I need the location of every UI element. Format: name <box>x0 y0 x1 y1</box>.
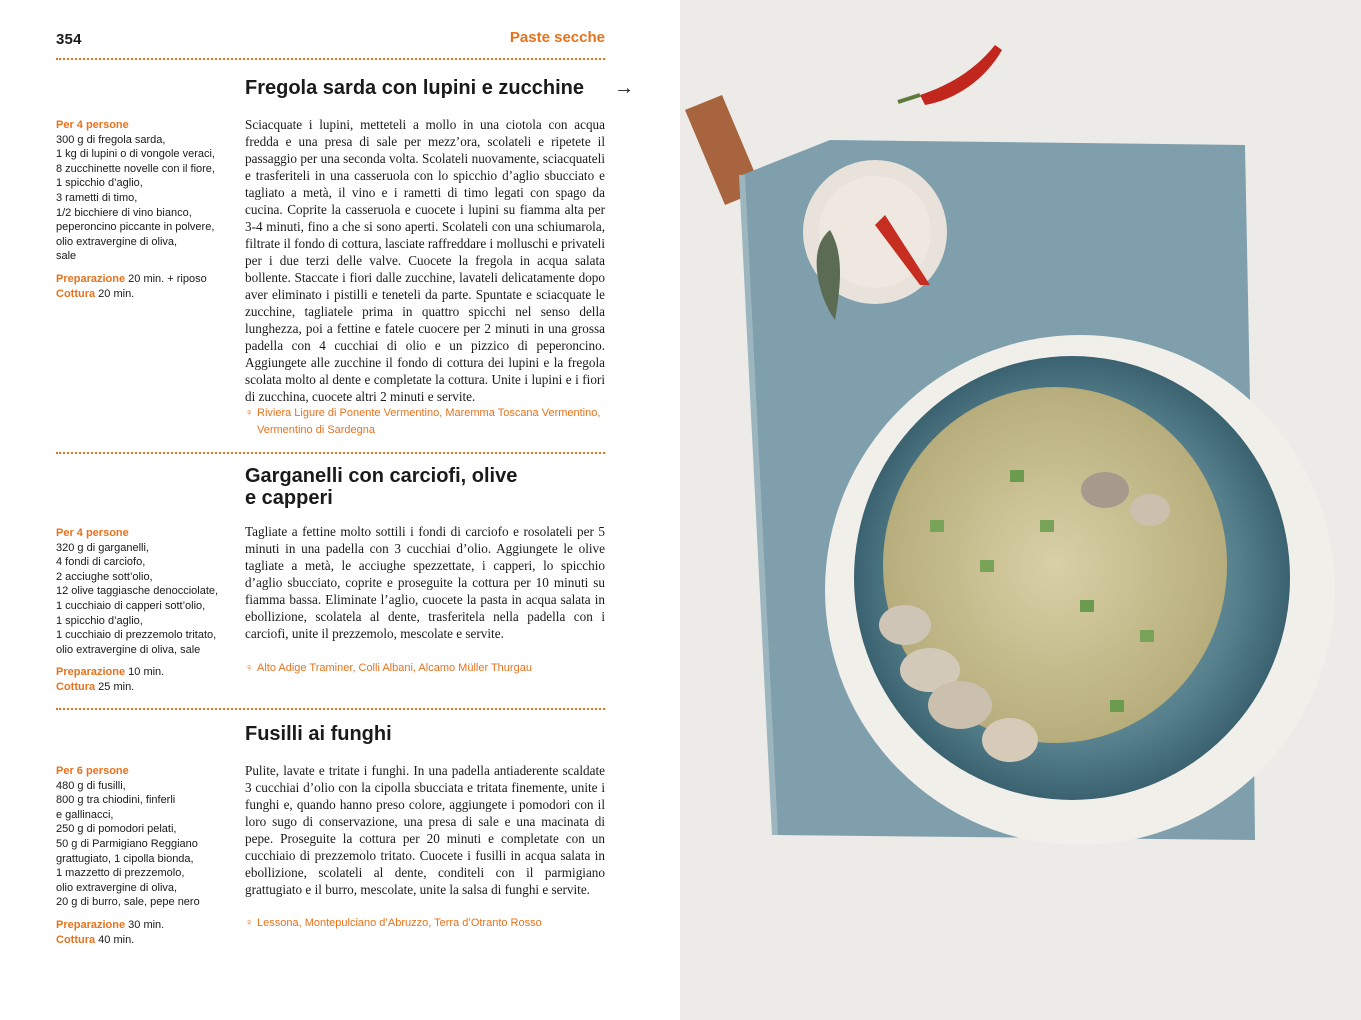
ingredient: olio extravergine di oliva, <box>56 235 178 248</box>
ingredient: 8 zucchinette novelle con il fiore, <box>56 162 215 175</box>
ingredient: 1 kg di lupini o di vongole veraci, <box>56 148 215 161</box>
food-illustration <box>680 0 1361 1020</box>
recipe-title: Fregola sarda con lupini e zucchine <box>245 77 584 99</box>
ingredient: 1 cucchiaio di prezzemolo tritato, <box>56 629 217 642</box>
divider <box>56 452 605 454</box>
servings: Per 4 persone <box>56 119 129 131</box>
ingredient: 2 acciughe sott’olio, <box>56 570 153 583</box>
divider <box>56 708 605 710</box>
servings: Per 4 persone <box>56 527 129 539</box>
ingredients-list <box>56 526 236 695</box>
recipe-body: Pulite, lavate e tritate i funghi. In una padella antiaderente scaldate 3 cucchiai d’olio con la cipolla sbucciata e tritata finemente, unite i funghi e, quando hanno preso colore, aggiungete i pomodori con il loro sugo di conservazione, una presa di sale e una macinata di pepe. Proseguite la cottura per 20 minuti e completate con un cucchiaio di prezzemolo tritato. Cuocete i fusilli in acqua salata in ebollizione, scolateli al dente, conditeli con il parmigiano grattugiato e il burro, mescolate, unite la salsa di funghi e servite. <box>245 763 605 897</box>
ingredients-list <box>56 118 236 301</box>
cook-time: Cottura 20 min. <box>56 287 135 300</box>
ingredient: 1 spicchio d’aglio, <box>56 614 143 627</box>
ingredient: 800 g tra chiodini, finferli <box>56 794 176 807</box>
wine-glass-icon: ♀ <box>245 662 254 674</box>
ingredient: 50 g di Parmigiano Reggiano <box>56 837 198 850</box>
prep-time: Preparazione 30 min. <box>56 918 165 931</box>
wine-pairing: ♀ Lessona, Montepulciano d’Abruzzo, Terra d’Otranto Rosso <box>245 915 610 932</box>
cook-time: Cottura 25 min. <box>56 680 135 693</box>
ingredient: olio extravergine di oliva, <box>56 881 178 894</box>
ingredient: grattugiato, 1 cipolla bionda, <box>56 852 194 865</box>
ingredient: 1 cucchiaio di capperi sott’olio, <box>56 599 206 612</box>
wine-glass-icon: ♀ <box>245 407 254 419</box>
ingredient: 320 g di garganelli, <box>56 541 149 554</box>
ingredient: olio extravergine di oliva, sale <box>56 643 201 656</box>
ingredient: e gallinacci, <box>56 808 114 821</box>
page-number: 354 <box>56 31 82 48</box>
prep-time: Preparazione 10 min. <box>56 666 165 679</box>
ingredient: 3 rametti di timo, <box>56 191 138 204</box>
food-photo <box>680 0 1361 1020</box>
section-title: Paste secche <box>509 29 605 46</box>
ingredient: 1/2 bicchiere di vino bianco, <box>56 206 192 219</box>
ingredients-list <box>56 764 236 947</box>
recipe-title: Garganelli con carciofi, olive e capperi <box>245 465 518 509</box>
ingredient: 4 fondi di carciofo, <box>56 556 146 569</box>
ingredient: sale <box>56 250 77 263</box>
cook-time: Cottura 40 min. <box>56 933 135 946</box>
ingredient: 20 g di burro, sale, pepe nero <box>56 896 200 909</box>
wine-glass-icon: ♀ <box>245 917 254 929</box>
ingredient: 300 g di fregola sarda, <box>56 133 166 146</box>
wine-pairing: ♀ Riviera Ligure di Ponente Vermentino, Maremma Toscana Vermentino, Vermentino di Sardegna <box>245 407 601 436</box>
ingredient: 1 spicchio d’aglio, <box>56 177 143 190</box>
servings: Per 6 persone <box>56 765 129 777</box>
left-page <box>0 0 680 1020</box>
wine-pairing: ♀ Alto Adige Traminer, Colli Albani, Alcamo Müller Thurgau <box>245 660 610 677</box>
right-arrow-icon[interactable]: → <box>614 77 634 99</box>
ingredient: peperoncino piccante in polvere, <box>56 221 215 234</box>
prep-time: Preparazione 20 min. + riposo <box>56 272 207 285</box>
divider <box>56 58 605 60</box>
ingredient: 1 mazzetto di prezzemolo, <box>56 867 185 880</box>
ingredient: 12 olive taggiasche denocciolate, <box>56 585 219 598</box>
ingredient: 250 g di pomodori pelati, <box>56 823 177 836</box>
recipe-body: Sciacquate i lupini, metteteli a mollo in una ciotola con acqua fredda e una presa di sale per mezz’ora, scolateli e ripetete il passaggio per una seconda volta. Scolateli nuovamente, sciacquateli e trasferiteli in una casseruola con lo spicchio d’aglio sbucciato e tagliato a metà, il vino e i rametti di timo legati con spago da cucina. Coprite la casseruola e cuocete i lupini su fiamma alta per 3-4 minuti, fino a che si sono aperti. Scolateli con una schiumarola, filtrate il fondo di cottura, lasciate raffreddare i molluschi e privateli per i due terzi delle valve. Cuocete la fregola in acqua salata bollente. Staccate i fiori dalle zucchine, lavateli delicatamente dopo aver eliminato i pistilli e teneteli da parte. Spuntate e sciacquate le zucchine, tagliatele prima in quattro spicchi nel senso della lunghezza, poi a fettine e fatele cuocere per 2 minuti in una grossa padella con 4 cucchiai di olio e un pizzico di peperoncino. Aggiungete alle zucchine il fondo di cottura dei lupini e la fregola scolata molto al dente e completate la cottura. Unite i lupini e i fiori di zucchina, cuocete altri 2 minuti e servite. <box>245 117 605 404</box>
recipe-body: Tagliate a fettine molto sottili i fondi di carciofo e rosolateli per 5 minuti in una padella con 3 cucchiai d’olio. Aggiungete le olive tagliate a metà, le acciughe spezzettate, i capperi, lo spicchio d’aglio sbucciato, coprite e proseguite la cottura per 10 minuti su fiamma bassa. Eliminate l’aglio, cuocete la pasta in acqua salata in ebollizione, scolatela al dente, trasferitela nella padella con i carciofi, unite il prezzemolo, mescolate e servite. <box>245 524 605 641</box>
ingredient: 480 g di fusilli, <box>56 779 126 792</box>
recipe-title: Fusilli ai funghi <box>245 723 392 745</box>
